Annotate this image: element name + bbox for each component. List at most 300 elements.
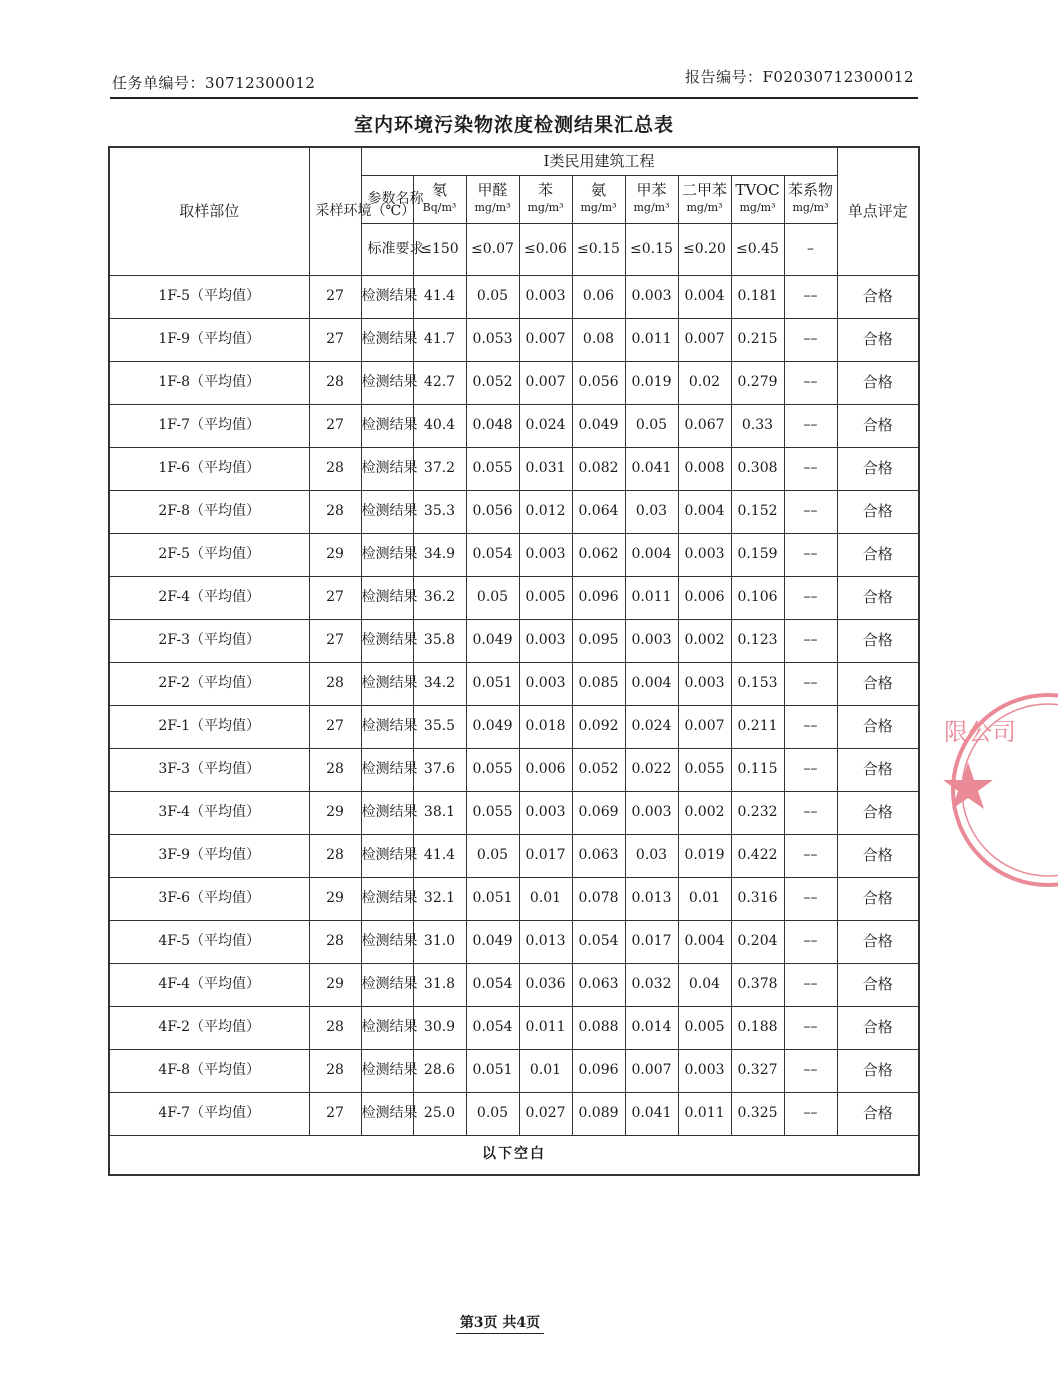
param-unit: mg/m³ <box>739 201 776 214</box>
row-location: 2F-3（平均值） <box>109 619 309 662</box>
row-result-label: 检测结果 <box>361 963 413 1006</box>
row-value: 0.056 <box>466 490 519 533</box>
row-temp: 29 <box>309 791 361 834</box>
row-value: 0.036 <box>519 963 572 1006</box>
row-temp: 27 <box>309 1092 361 1135</box>
table-row <box>109 748 919 791</box>
row-temp: 27 <box>309 576 361 619</box>
row-value: 0.011 <box>519 1006 572 1049</box>
row-value: 0.316 <box>731 877 784 920</box>
param-unit: mg/m³ <box>474 201 511 214</box>
row-result-label: 检测结果 <box>361 576 413 619</box>
std-value: ≤0.45 <box>731 223 784 275</box>
row-judge: 合格 <box>837 447 919 490</box>
row-value: 0.051 <box>466 662 519 705</box>
row-value: 37.6 <box>413 748 466 791</box>
row-value: 0.024 <box>519 404 572 447</box>
row-value: 0.027 <box>519 1092 572 1135</box>
row-judge: 合格 <box>837 318 919 361</box>
row-value: –– <box>784 963 837 1006</box>
page-title: 室内环境污染物浓度检测结果汇总表 <box>353 114 674 136</box>
row-location: 2F-2（平均值） <box>109 662 309 705</box>
row-value: 0.063 <box>572 834 625 877</box>
table-row <box>109 877 919 920</box>
row-value: 0.007 <box>519 318 572 361</box>
std-value: ≤0.15 <box>625 223 678 275</box>
param-unit: mg/m³ <box>686 201 723 214</box>
row-value: 0.067 <box>678 404 731 447</box>
row-value: 0.078 <box>572 877 625 920</box>
table-row <box>109 533 919 576</box>
row-value: 0.004 <box>678 920 731 963</box>
row-value: 0.049 <box>466 619 519 662</box>
row-value: 28.6 <box>413 1049 466 1092</box>
row-value: 35.8 <box>413 619 466 662</box>
row-judge: 合格 <box>837 705 919 748</box>
row-value: –– <box>784 1006 837 1049</box>
row-temp: 28 <box>309 447 361 490</box>
row-value: 0.159 <box>731 533 784 576</box>
table-row <box>109 447 919 490</box>
row-result-label: 检测结果 <box>361 1049 413 1092</box>
row-judge: 合格 <box>837 920 919 963</box>
row-result-label: 检测结果 <box>361 1092 413 1135</box>
std-value: ≤0.06 <box>519 223 572 275</box>
row-value: 41.4 <box>413 834 466 877</box>
row-value: 0.096 <box>572 1049 625 1092</box>
row-judge: 合格 <box>837 361 919 404</box>
row-value: –– <box>784 662 837 705</box>
row-value: –– <box>784 1049 837 1092</box>
row-value: 34.2 <box>413 662 466 705</box>
row-value: 0.054 <box>572 920 625 963</box>
row-location: 1F-7（平均值） <box>109 404 309 447</box>
table-row <box>109 791 919 834</box>
std-label: 标准要求 <box>361 223 413 275</box>
row-temp: 27 <box>309 705 361 748</box>
row-value: 41.4 <box>413 275 466 318</box>
row-value: 0.106 <box>731 576 784 619</box>
row-value: 0.052 <box>572 748 625 791</box>
param-unit: mg/m³ <box>527 201 564 214</box>
param-name: TVOC <box>735 181 780 199</box>
row-value: 0.308 <box>731 447 784 490</box>
row-judge: 合格 <box>837 490 919 533</box>
row-location: 1F-8（平均值） <box>109 361 309 404</box>
param-unit: Bq/m³ <box>422 201 457 214</box>
row-value: 0.003 <box>625 275 678 318</box>
row-value: –– <box>784 576 837 619</box>
table-row <box>109 834 919 877</box>
table-row <box>109 361 919 404</box>
row-value: 0.017 <box>519 834 572 877</box>
row-value: 0.33 <box>731 404 784 447</box>
row-value: 0.05 <box>466 576 519 619</box>
row-location: 4F-8（平均值） <box>109 1049 309 1092</box>
row-value: 0.007 <box>678 318 731 361</box>
table-row <box>109 1092 919 1135</box>
row-value: 0.004 <box>678 490 731 533</box>
row-value: 0.011 <box>678 1092 731 1135</box>
row-value: –– <box>784 834 837 877</box>
row-value: 40.4 <box>413 404 466 447</box>
row-value: –– <box>784 447 837 490</box>
row-value: 0.056 <box>572 361 625 404</box>
row-value: 0.017 <box>625 920 678 963</box>
row-value: –– <box>784 404 837 447</box>
row-value: 0.048 <box>466 404 519 447</box>
row-value: 0.115 <box>731 748 784 791</box>
row-value: 0.188 <box>731 1006 784 1049</box>
row-value: 0.003 <box>625 791 678 834</box>
row-value: –– <box>784 920 837 963</box>
param-name: 甲苯 <box>636 181 667 199</box>
row-value: 0.041 <box>625 1092 678 1135</box>
row-value: 36.2 <box>413 576 466 619</box>
row-location: 2F-5（平均值） <box>109 533 309 576</box>
row-judge: 合格 <box>837 877 919 920</box>
row-value: 0.152 <box>731 490 784 533</box>
row-value: –– <box>784 318 837 361</box>
row-result-label: 检测结果 <box>361 877 413 920</box>
blank-note: 以下空白 <box>109 1135 919 1175</box>
row-value: 0.051 <box>466 877 519 920</box>
row-location: 2F-8（平均值） <box>109 490 309 533</box>
row-judge: 合格 <box>837 619 919 662</box>
std-value: – <box>784 223 837 275</box>
row-value: 0.03 <box>625 834 678 877</box>
row-value: 0.003 <box>519 533 572 576</box>
row-value: 0.01 <box>519 1049 572 1092</box>
header-location: 取样部位 <box>109 147 309 275</box>
row-value: 41.7 <box>413 318 466 361</box>
param-name: 苯 <box>537 181 553 199</box>
row-result-label: 检测结果 <box>361 318 413 361</box>
row-temp: 28 <box>309 1049 361 1092</box>
row-location: 1F-9（平均值） <box>109 318 309 361</box>
row-value: 0.422 <box>731 834 784 877</box>
row-value: 0.019 <box>625 361 678 404</box>
row-value: 0.019 <box>678 834 731 877</box>
row-value: 0.051 <box>466 1049 519 1092</box>
row-location: 2F-1（平均值） <box>109 705 309 748</box>
row-value: 0.062 <box>572 533 625 576</box>
row-value: 0.123 <box>731 619 784 662</box>
param-header-7 <box>784 175 837 223</box>
row-value: 0.096 <box>572 576 625 619</box>
param-unit: mg/m³ <box>580 201 617 214</box>
row-value: 0.002 <box>678 791 731 834</box>
row-value: 0.049 <box>572 404 625 447</box>
param-name: 氡 <box>431 181 447 199</box>
report-number: 报告编号：F02030712300012 <box>684 68 914 86</box>
row-value: 0.089 <box>572 1092 625 1135</box>
row-value: 0.006 <box>519 748 572 791</box>
param-name: 苯系物 <box>787 181 833 199</box>
row-judge: 合格 <box>837 576 919 619</box>
row-value: 0.007 <box>625 1049 678 1092</box>
row-temp: 28 <box>309 662 361 705</box>
row-value: 0.049 <box>466 705 519 748</box>
row-judge: 合格 <box>837 662 919 705</box>
row-value: 31.8 <box>413 963 466 1006</box>
row-value: 0.003 <box>678 662 731 705</box>
row-value: 0.095 <box>572 619 625 662</box>
row-value: 0.055 <box>466 748 519 791</box>
row-value: 0.014 <box>625 1006 678 1049</box>
seal-text: 限公司 <box>944 718 1016 746</box>
row-value: 0.327 <box>731 1049 784 1092</box>
header-env: 采样环境（℃） <box>309 147 361 275</box>
row-value: 0.049 <box>466 920 519 963</box>
table-row <box>109 318 919 361</box>
row-judge: 合格 <box>837 748 919 791</box>
table-row <box>109 404 919 447</box>
row-result-label: 检测结果 <box>361 619 413 662</box>
param-unit: mg/m³ <box>792 201 829 214</box>
row-result-label: 检测结果 <box>361 533 413 576</box>
row-value: 0.085 <box>572 662 625 705</box>
row-judge: 合格 <box>837 791 919 834</box>
row-temp: 28 <box>309 920 361 963</box>
row-value: 35.3 <box>413 490 466 533</box>
row-value: 38.1 <box>413 791 466 834</box>
row-temp: 28 <box>309 748 361 791</box>
table-row <box>109 963 919 1006</box>
row-value: 0.003 <box>678 533 731 576</box>
row-location: 3F-9（平均值） <box>109 834 309 877</box>
row-value: 0.052 <box>466 361 519 404</box>
row-result-label: 检测结果 <box>361 920 413 963</box>
row-value: 30.9 <box>413 1006 466 1049</box>
row-judge: 合格 <box>837 963 919 1006</box>
row-judge: 合格 <box>837 533 919 576</box>
row-value: 0.082 <box>572 447 625 490</box>
row-result-label: 检测结果 <box>361 404 413 447</box>
row-value: –– <box>784 619 837 662</box>
results-table <box>108 146 920 1176</box>
row-value: –– <box>784 1092 837 1135</box>
row-value: 0.055 <box>678 748 731 791</box>
param-header-1 <box>466 175 519 223</box>
row-temp: 27 <box>309 318 361 361</box>
table-row <box>109 1006 919 1049</box>
param-header-6 <box>731 175 784 223</box>
param-name: 甲醛 <box>477 181 508 199</box>
row-temp: 29 <box>309 963 361 1006</box>
table-row <box>109 920 919 963</box>
row-result-label: 检测结果 <box>361 1006 413 1049</box>
row-temp: 27 <box>309 275 361 318</box>
row-value: 0.063 <box>572 963 625 1006</box>
row-value: –– <box>784 361 837 404</box>
row-value: 0.003 <box>519 662 572 705</box>
row-value: 0.024 <box>625 705 678 748</box>
row-temp: 29 <box>309 877 361 920</box>
row-value: 0.02 <box>678 361 731 404</box>
param-name-label: 参数名称 <box>361 175 413 223</box>
row-value: 37.2 <box>413 447 466 490</box>
header-judge: 单点评定 <box>837 147 919 275</box>
blank-note-row <box>109 1135 919 1175</box>
row-value: 0.003 <box>519 619 572 662</box>
row-value: 35.5 <box>413 705 466 748</box>
param-header-4 <box>625 175 678 223</box>
row-location: 1F-6（平均值） <box>109 447 309 490</box>
row-value: 0.005 <box>678 1006 731 1049</box>
row-location: 3F-6（平均值） <box>109 877 309 920</box>
page-footer <box>0 1312 1000 1332</box>
row-value: –– <box>784 705 837 748</box>
row-value: 0.004 <box>625 533 678 576</box>
row-value: 0.06 <box>572 275 625 318</box>
row-value: 0.181 <box>731 275 784 318</box>
row-value: 0.204 <box>731 920 784 963</box>
row-result-label: 检测结果 <box>361 447 413 490</box>
row-value: 31.0 <box>413 920 466 963</box>
row-value: 0.211 <box>731 705 784 748</box>
row-value: 25.0 <box>413 1092 466 1135</box>
row-value: –– <box>784 275 837 318</box>
task-number: 任务单编号：30712300012 <box>112 74 316 92</box>
row-value: 0.064 <box>572 490 625 533</box>
row-value: 0.01 <box>519 877 572 920</box>
row-value: 0.007 <box>678 705 731 748</box>
row-location: 1F-5（平均值） <box>109 275 309 318</box>
row-temp: 29 <box>309 533 361 576</box>
row-value: 0.003 <box>678 1049 731 1092</box>
row-value: 0.153 <box>731 662 784 705</box>
param-name: 二甲苯 <box>681 181 727 199</box>
row-temp: 27 <box>309 619 361 662</box>
row-value: 0.04 <box>678 963 731 1006</box>
row-value: 0.232 <box>731 791 784 834</box>
table-row <box>109 619 919 662</box>
row-value: 0.215 <box>731 318 784 361</box>
table-row <box>109 705 919 748</box>
row-judge: 合格 <box>837 1092 919 1135</box>
page-number: 第3页 共4页 <box>456 1315 544 1334</box>
row-value: 0.054 <box>466 1006 519 1049</box>
row-value: 34.9 <box>413 533 466 576</box>
row-value: –– <box>784 490 837 533</box>
row-value: 0.018 <box>519 705 572 748</box>
row-value: 0.002 <box>678 619 731 662</box>
row-value: 0.05 <box>625 404 678 447</box>
table-row <box>109 490 919 533</box>
header-category: Ⅰ类民用建筑工程 <box>361 147 837 175</box>
std-value: ≤150 <box>413 223 466 275</box>
row-value: 0.004 <box>678 275 731 318</box>
row-value: 0.008 <box>678 447 731 490</box>
table-row <box>109 1049 919 1092</box>
row-value: 0.05 <box>466 1092 519 1135</box>
row-temp: 27 <box>309 404 361 447</box>
row-value: 0.055 <box>466 447 519 490</box>
row-value: 0.279 <box>731 361 784 404</box>
row-value: 32.1 <box>413 877 466 920</box>
row-value: 0.325 <box>731 1092 784 1135</box>
row-value: 0.378 <box>731 963 784 1006</box>
row-result-label: 检测结果 <box>361 662 413 705</box>
row-value: 0.054 <box>466 963 519 1006</box>
row-result-label: 检测结果 <box>361 705 413 748</box>
row-temp: 28 <box>309 490 361 533</box>
param-header-3 <box>572 175 625 223</box>
row-judge: 合格 <box>837 1006 919 1049</box>
row-value: –– <box>784 877 837 920</box>
row-result-label: 检测结果 <box>361 275 413 318</box>
row-value: 0.003 <box>519 791 572 834</box>
row-result-label: 检测结果 <box>361 834 413 877</box>
row-value: 0.003 <box>519 275 572 318</box>
row-value: 0.08 <box>572 318 625 361</box>
row-temp: 28 <box>309 361 361 404</box>
row-value: 0.031 <box>519 447 572 490</box>
row-value: 0.005 <box>519 576 572 619</box>
row-value: 0.007 <box>519 361 572 404</box>
table-row <box>109 662 919 705</box>
table-row <box>109 576 919 619</box>
row-value: 0.011 <box>625 576 678 619</box>
row-value: –– <box>784 748 837 791</box>
row-value: 0.013 <box>625 877 678 920</box>
param-header-5 <box>678 175 731 223</box>
row-judge: 合格 <box>837 404 919 447</box>
row-value: 0.011 <box>625 318 678 361</box>
std-value: ≤0.20 <box>678 223 731 275</box>
row-result-label: 检测结果 <box>361 748 413 791</box>
row-value: 0.012 <box>519 490 572 533</box>
row-value: –– <box>784 533 837 576</box>
row-result-label: 检测结果 <box>361 490 413 533</box>
row-value: 0.004 <box>625 662 678 705</box>
row-location: 4F-7（平均值） <box>109 1092 309 1135</box>
row-value: 0.041 <box>625 447 678 490</box>
std-value: ≤0.07 <box>466 223 519 275</box>
row-judge: 合格 <box>837 1049 919 1092</box>
std-value: ≤0.15 <box>572 223 625 275</box>
row-temp: 28 <box>309 1006 361 1049</box>
row-location: 2F-4（平均值） <box>109 576 309 619</box>
row-value: 0.054 <box>466 533 519 576</box>
row-result-label: 检测结果 <box>361 361 413 404</box>
row-judge: 合格 <box>837 275 919 318</box>
row-value: 0.055 <box>466 791 519 834</box>
param-header-2 <box>519 175 572 223</box>
row-location: 4F-4（平均值） <box>109 963 309 1006</box>
company-seal <box>938 690 1058 890</box>
row-judge: 合格 <box>837 834 919 877</box>
row-location: 4F-2（平均值） <box>109 1006 309 1049</box>
row-location: 4F-5（平均值） <box>109 920 309 963</box>
row-value: 42.7 <box>413 361 466 404</box>
row-value: 0.022 <box>625 748 678 791</box>
row-location: 3F-3（平均值） <box>109 748 309 791</box>
row-temp: 28 <box>309 834 361 877</box>
row-value: 0.013 <box>519 920 572 963</box>
row-value: 0.05 <box>466 275 519 318</box>
row-value: 0.053 <box>466 318 519 361</box>
row-value: 0.088 <box>572 1006 625 1049</box>
row-value: –– <box>784 791 837 834</box>
param-unit: mg/m³ <box>633 201 670 214</box>
row-location: 3F-4（平均值） <box>109 791 309 834</box>
row-value: 0.032 <box>625 963 678 1006</box>
row-value: 0.03 <box>625 490 678 533</box>
row-result-label: 检测结果 <box>361 791 413 834</box>
row-value: 0.003 <box>625 619 678 662</box>
